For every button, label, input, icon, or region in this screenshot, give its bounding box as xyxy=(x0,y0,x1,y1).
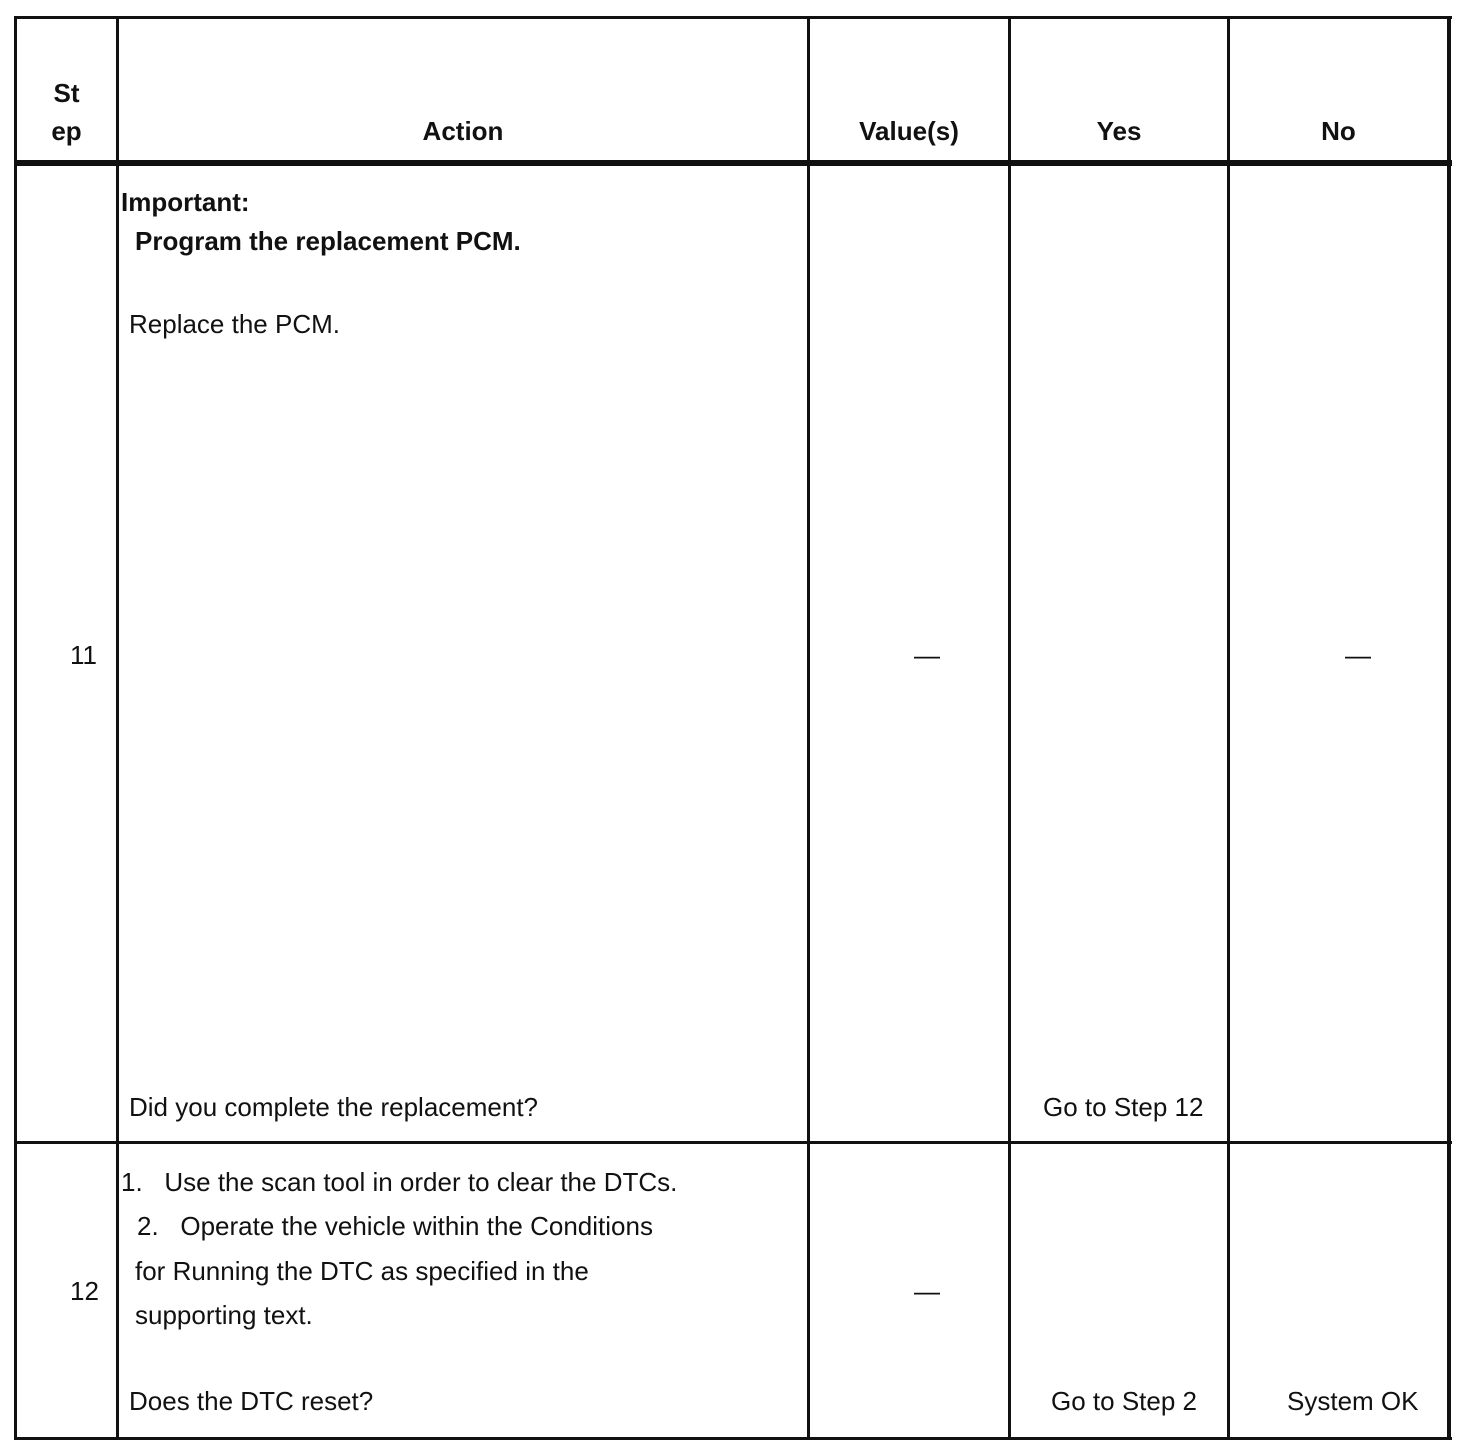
action-step-2: 2. Operate the vehicle within the Conditions xyxy=(137,1211,653,1241)
table-border-bottom xyxy=(14,1437,1452,1440)
table-border-right xyxy=(1447,16,1451,1440)
header-no: No xyxy=(1321,116,1356,146)
column-divider-values xyxy=(1008,16,1011,1440)
yes-cell: Go to Step 2 xyxy=(1051,1386,1197,1416)
no-cell: — xyxy=(1345,640,1371,670)
no-cell: System OK xyxy=(1287,1386,1419,1416)
action-text: Replace the PCM. xyxy=(129,309,340,339)
header-step xyxy=(17,74,116,150)
header-action: Action xyxy=(422,116,504,146)
header-step-line1: St xyxy=(53,78,80,108)
column-divider-step xyxy=(116,16,119,1440)
row-divider xyxy=(14,1141,1452,1144)
header-yes: Yes xyxy=(1096,116,1142,146)
action-question: Does the DTC reset? xyxy=(129,1386,374,1416)
column-divider-action xyxy=(807,16,810,1440)
action-step-1: 1. Use the scan tool in order to clear the DTCs. xyxy=(121,1167,678,1197)
yes-cell: Go to Step 12 xyxy=(1043,1092,1204,1122)
action-step-2-cont: supporting text. xyxy=(135,1300,313,1330)
action-step-2-cont: for Running the DTC as specified in the xyxy=(135,1256,589,1286)
table-border-top xyxy=(14,16,1452,19)
step-number: 11 xyxy=(70,640,97,670)
table-border-left xyxy=(14,16,17,1440)
header-step-line2: ep xyxy=(51,116,82,146)
important-text: Program the replacement PCM. xyxy=(135,226,521,256)
action-question: Did you complete the replacement? xyxy=(129,1092,539,1122)
header-divider xyxy=(14,160,1452,166)
column-divider-yes xyxy=(1227,16,1230,1440)
step-number: 12 xyxy=(70,1276,99,1306)
value-cell: — xyxy=(914,640,940,670)
value-cell: — xyxy=(914,1276,940,1306)
important-label: Important: xyxy=(121,187,250,217)
header-values: Value(s) xyxy=(859,116,959,146)
